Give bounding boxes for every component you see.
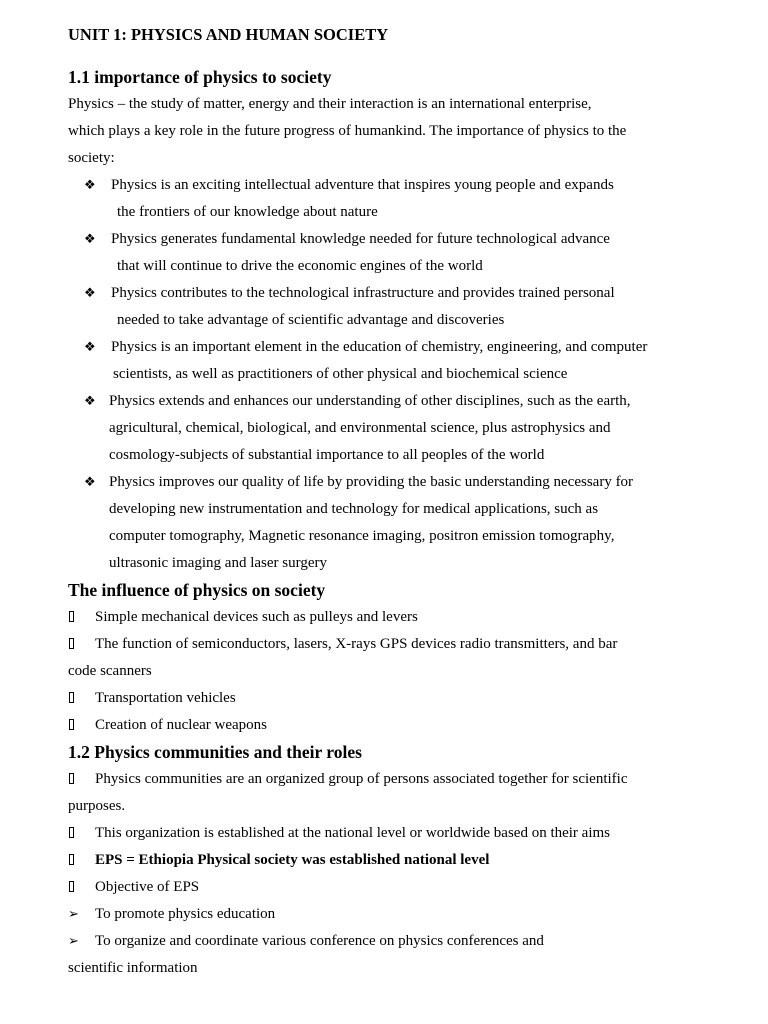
intro-line: which plays a key role in the future progress of humankind. The importance of physics to the (68, 123, 627, 139)
item-line: that will continue to drive the economic engines of the world (117, 258, 483, 274)
item-line: scientists, as well as practitioners of other physical and biochemical science (113, 366, 568, 382)
item-line: needed to take advantage of scientific advantage and discoveries (117, 312, 505, 328)
section-1-2-heading: 1.2 Physics communities and their roles (68, 742, 362, 762)
box-bullet-icon (69, 638, 74, 649)
importance-list (68, 172, 668, 577)
list-item (68, 766, 668, 820)
item-line: Physics improves our quality of life by providing the basic understanding necessary for (109, 474, 634, 490)
item-line: developing new instrumentation and technology for medical applications, such as (109, 501, 599, 517)
document-page (68, 22, 668, 982)
list-item (68, 226, 668, 280)
diamond-bullet-icon: ❖ (84, 178, 96, 193)
item-line: scientific information (68, 960, 198, 976)
item-line: the frontiers of our knowledge about nature (117, 204, 378, 220)
unit-title: UNIT 1: PHYSICS AND HUMAN SOCIETY (68, 25, 389, 44)
list-item (68, 928, 668, 982)
item-line: ultrasonic imaging and laser surgery (109, 555, 327, 571)
item-line: Physics communities are an organized group of persons associated together for scientific (95, 771, 628, 787)
item-line: Transportation vehicles (95, 690, 236, 706)
item-line: Creation of nuclear weapons (95, 717, 268, 733)
list-item (68, 172, 668, 226)
box-bullet-icon (69, 827, 74, 838)
item-line: Physics generates fundamental knowledge needed for future technological advance (111, 231, 610, 247)
item-line: This organization is established at the national level or worldwide based on their aims (95, 825, 611, 841)
item-line: To promote physics education (95, 906, 276, 922)
item-line: Objective of EPS (95, 879, 200, 895)
item-line: purposes. (68, 798, 126, 814)
list-item (68, 334, 668, 388)
box-bullet-icon (69, 719, 74, 730)
item-line: Physics extends and enhances our understanding of other disciplines, such as the earth, (109, 393, 631, 409)
item-line: computer tomography, Magnetic resonance imaging, positron emission tomography, (109, 528, 615, 544)
box-bullet-icon (69, 854, 74, 865)
item-line: To organize and coordinate various conference on physics conferences and (95, 933, 544, 949)
intro-line: society: (68, 150, 115, 166)
item-line: The function of semiconductors, lasers, X-rays GPS devices radio transmitters, and bar (95, 636, 618, 652)
item-line: code scanners (68, 663, 152, 679)
arrow-bullet-icon: ➢ (68, 934, 79, 949)
diamond-bullet-icon: ❖ (84, 475, 96, 490)
list-item (68, 280, 668, 334)
list-item (68, 685, 668, 712)
list-item (68, 712, 668, 739)
communities-list (68, 766, 668, 982)
diamond-bullet-icon: ❖ (84, 340, 96, 355)
section-1-1-heading: 1.1 importance of physics to society (68, 67, 332, 87)
list-item (68, 631, 668, 685)
item-line: Physics contributes to the technological infrastructure and provides trained personal (111, 285, 615, 301)
list-item (68, 901, 668, 928)
box-bullet-icon (69, 692, 74, 703)
list-item (68, 874, 668, 901)
arrow-bullet-icon: ➢ (68, 907, 79, 922)
item-line: agricultural, chemical, biological, and environmental science, plus astrophysics and (109, 420, 611, 436)
list-item (68, 604, 668, 631)
list-item (68, 847, 668, 874)
influence-heading: The influence of physics on society (68, 580, 326, 600)
item-line: Physics is an important element in the education of chemistry, engineering, and computer (111, 339, 648, 355)
intro-line: Physics – the study of matter, energy and their interaction is an international enterprise, (68, 96, 592, 112)
box-bullet-icon (69, 611, 74, 622)
diamond-bullet-icon: ❖ (84, 232, 96, 247)
box-bullet-icon (69, 881, 74, 892)
section-1-1-intro (68, 91, 668, 172)
diamond-bullet-icon: ❖ (84, 286, 96, 301)
list-item (68, 469, 668, 577)
box-bullet-icon (69, 773, 74, 784)
item-line: Physics is an exciting intellectual adventure that inspires young people and expands (111, 177, 614, 193)
list-item (68, 388, 668, 469)
influence-list (68, 604, 668, 739)
item-line: EPS = Ethiopia Physical society was established national level (95, 852, 490, 868)
item-line: Simple mechanical devices such as pulleys and levers (95, 609, 418, 625)
diamond-bullet-icon: ❖ (84, 394, 96, 409)
list-item (68, 820, 668, 847)
item-line: cosmology-subjects of substantial importance to all peoples of the world (109, 447, 545, 463)
